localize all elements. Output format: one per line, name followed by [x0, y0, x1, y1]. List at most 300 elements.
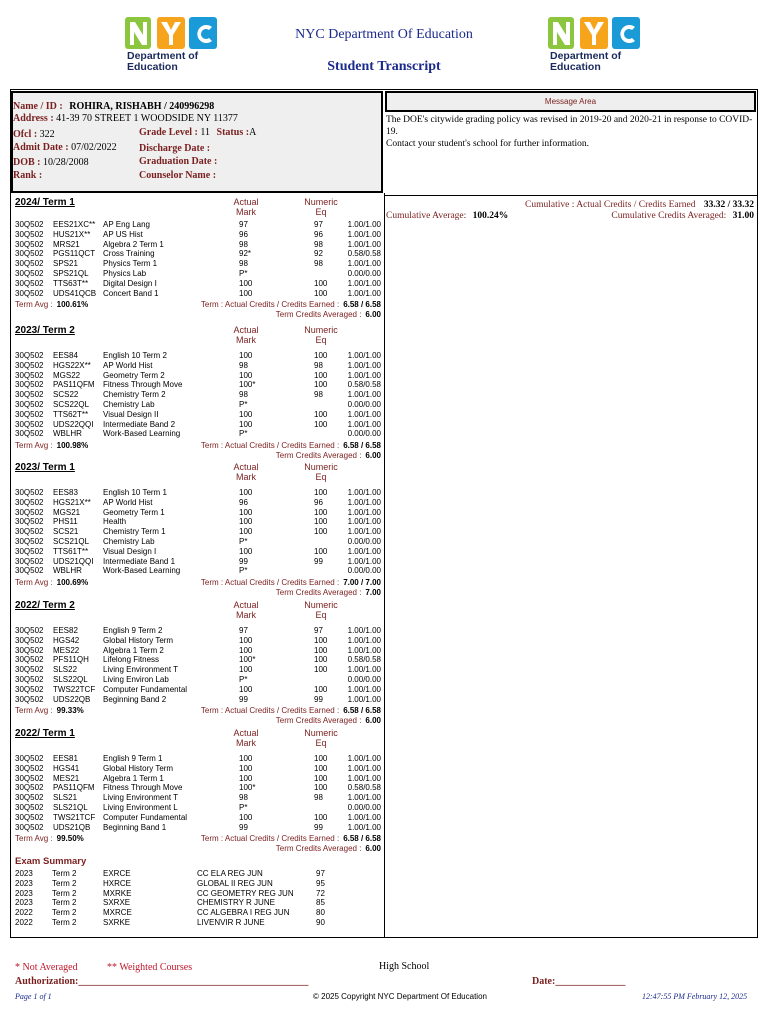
school-code: 30Q502 [15, 803, 44, 812]
course-code: SLS22QL [53, 675, 88, 684]
credits: 1.00/1.00 [347, 546, 381, 556]
credits: 1.00/1.00 [347, 763, 381, 773]
course-row [15, 566, 381, 576]
course-row [15, 390, 381, 400]
cumulative-credits-averaged [611, 211, 754, 221]
school-code: 30Q502 [15, 360, 44, 370]
exam-score: 72 [316, 888, 325, 898]
school-code: 30Q502 [15, 556, 44, 566]
credits: 1.00/1.00 [347, 488, 381, 497]
course-code: TTS61T** [53, 546, 89, 556]
numeric-eq: 100 [314, 754, 328, 763]
dept-title: NYC Department Of Education [295, 27, 473, 42]
term-averaged-label: Term Credits Averaged : [275, 451, 362, 461]
numeric-eq: 100 [314, 773, 328, 783]
actual-mark: 100* [239, 380, 256, 390]
course-code: UDS21QQI [53, 556, 94, 566]
term-credits-averaged [15, 310, 381, 320]
numeric-label: Numeric [304, 325, 338, 335]
actual-mark: 100 [239, 409, 253, 419]
mark-label: Mark [236, 738, 256, 748]
term-credits-averaged [15, 451, 381, 461]
student-name-line: Name / ID : ROHIRA, RISHABH / 240996298 [13, 101, 215, 112]
exam-term: Term 2 [52, 888, 77, 898]
course-code: SPS21QL [53, 269, 89, 278]
course-title: Intermediate Band 1 [103, 556, 176, 566]
course-row [15, 420, 381, 430]
course-title: Global History Term [103, 635, 174, 645]
term-credits-label: Term : Actual Credits / Credits Earned : [200, 578, 340, 588]
actual-mark: 100 [239, 488, 253, 497]
cumulative-credits-label: Cumulative : Actual Credits / Credits Earned [525, 200, 696, 210]
numeric-eq: 100 [314, 288, 328, 298]
actual-mark: 100 [239, 517, 253, 527]
actual-mark: 100 [239, 546, 253, 556]
actual-mark: P* [239, 269, 248, 278]
actual-mark: 92* [239, 249, 252, 259]
school-code: 30Q502 [15, 390, 44, 400]
credits: 0.00/0.00 [347, 803, 381, 812]
school-code: 30Q502 [15, 249, 44, 259]
course-title: Geometry Term 1 [103, 507, 165, 517]
school-code: 30Q502 [15, 278, 44, 288]
actual-mark: 98 [239, 259, 248, 269]
course-title: Global History Term [103, 763, 174, 773]
numeric-eq: 100 [314, 546, 328, 556]
course-title: Chemistry Term 1 [103, 527, 166, 537]
course-title: Geometry Term 2 [103, 370, 165, 380]
course-row [15, 410, 381, 420]
school-code: 30Q502 [15, 684, 44, 694]
numeric-eq-header [298, 197, 344, 217]
numeric-eq: 100 [314, 370, 328, 380]
column-divider [384, 193, 385, 938]
course-row [15, 361, 381, 371]
course-row [15, 754, 381, 764]
credits: 0.58/0.58 [347, 249, 381, 259]
term-averaged-label: Term Credits Averaged : [275, 844, 362, 854]
course-code: SPS21 [53, 259, 78, 269]
exam-year: 2023 [15, 898, 33, 908]
course-title: AP World Hist [103, 360, 153, 370]
actual-mark: P* [239, 675, 248, 684]
term-average-line [15, 440, 381, 451]
term-average-line [15, 299, 381, 310]
course-code: SCS22QL [53, 400, 90, 409]
school-type: High School [379, 961, 430, 972]
course-row [15, 813, 381, 823]
actual-mark-header [225, 197, 267, 217]
credits: 0.00/0.00 [347, 566, 381, 576]
eq-label: Eq [315, 472, 327, 482]
page-number: Page 1 of 1 [15, 992, 52, 1001]
course-code: UDS21QB [53, 822, 91, 832]
course-row [15, 220, 381, 230]
course-title: English 10 Term 2 [103, 351, 167, 360]
credits: 0.00/0.00 [347, 675, 381, 684]
course-title: Concert Band 1 [103, 288, 159, 298]
numeric-eq: 97 [314, 626, 323, 635]
actual-mark: 100 [239, 684, 253, 694]
school-code: 30Q502 [15, 429, 44, 439]
course-code: EES81 [53, 754, 78, 763]
numeric-eq: 100 [314, 763, 328, 773]
school-code: 30Q502 [15, 763, 44, 773]
graduation-label: Graduation Date [139, 156, 212, 167]
logo-dept-line2: Education [550, 61, 601, 73]
credits: 1.00/1.00 [347, 360, 381, 370]
term-title: 2023/ Term 2 [15, 325, 75, 336]
dob-value: 10/28/2008 [43, 157, 89, 168]
course-code: PGS11QCT [53, 249, 96, 259]
credits: 1.00/1.00 [347, 507, 381, 517]
exam-row [15, 879, 335, 889]
numeric-eq-header [298, 600, 344, 620]
course-code: UDS41QCB [53, 288, 97, 298]
school-code: 30Q502 [15, 239, 44, 249]
exam-code: SXRXE [103, 898, 131, 908]
status-label: Status [216, 127, 244, 138]
course-row [15, 517, 381, 527]
numeric-eq: 100 [314, 635, 328, 645]
cumulative-credits-value: 33.32 / 33.32 [703, 200, 754, 210]
term-credits [201, 299, 381, 310]
term-credits [201, 577, 381, 588]
school-code: 30Q502 [15, 822, 44, 832]
numeric-eq: 100 [314, 655, 328, 665]
exam-name: CC ELA REG JUN [197, 869, 263, 878]
term-credits-label: Term : Actual Credits / Credits Earned : [200, 706, 340, 716]
term-credits-label: Term : Actual Credits / Credits Earned : [200, 441, 340, 451]
course-code: HGS41 [53, 763, 80, 773]
course-code: HGS22X** [53, 360, 91, 370]
course-row [15, 537, 381, 547]
course-row [15, 249, 381, 259]
course-row [15, 240, 381, 250]
term-avg-label: Term Avg : [15, 834, 53, 844]
credits: 1.00/1.00 [347, 793, 381, 803]
course-code: SLS21 [53, 793, 78, 803]
exam-year: 2023 [15, 869, 33, 878]
course-title: Digital Design I [103, 278, 157, 288]
course-code: PAS11QFM [53, 783, 95, 793]
course-code: EES82 [53, 626, 78, 635]
mark-label: Mark [236, 472, 256, 482]
course-title: Living Environment L [103, 803, 178, 812]
date-line: Date:______________ [532, 976, 626, 987]
actual-mark: P* [239, 400, 248, 409]
term-credits-value: 7.00 / 7.00 [343, 578, 381, 588]
credits: 1.00/1.00 [347, 288, 381, 298]
numeric-label: Numeric [304, 728, 338, 738]
ofcl-line: Ofcl : 322 [13, 129, 55, 140]
actual-mark: P* [239, 537, 248, 546]
course-row [15, 371, 381, 381]
numeric-eq: 98 [314, 239, 323, 249]
course-code: MRS21 [53, 239, 80, 249]
course-row [15, 351, 381, 361]
exam-name: CC ALGEBRA I REG JUN [197, 908, 290, 918]
print-timestamp: 12:47:55 PM February 12, 2025 [642, 992, 748, 1001]
course-code: EES83 [53, 488, 78, 497]
nyc-logo-icon [546, 15, 642, 51]
school-code: 30Q502 [15, 380, 44, 390]
course-code: SLS22 [53, 665, 78, 675]
exam-score: 95 [316, 878, 325, 888]
exam-score: 90 [316, 918, 325, 927]
weighted-note: ** Weighted Courses [107, 962, 193, 973]
counselor-line: Counselor Name : [139, 170, 217, 181]
actual-mark-header [225, 462, 267, 482]
course-title: Health [103, 517, 127, 527]
numeric-eq: 98 [314, 390, 323, 400]
numeric-label: Numeric [304, 600, 338, 610]
nyc-doe-logo-right [546, 15, 642, 75]
actual-mark-header [225, 728, 267, 748]
school-code: 30Q502 [15, 497, 44, 507]
credits: 1.00/1.00 [347, 822, 381, 832]
discharge-label: Discharge Date [139, 143, 205, 154]
course-title: AP World Hist [103, 497, 153, 507]
term-avg-value: 99.33% [56, 706, 84, 716]
course-title: Algebra 1 Term 2 [103, 645, 164, 655]
eq-label: Eq [315, 610, 327, 620]
numeric-eq: 99 [314, 556, 323, 566]
term-averaged-value: 6.00 [365, 844, 381, 854]
term-title: 2022/ Term 2 [15, 600, 75, 611]
actual-mark: 100 [239, 278, 253, 288]
course-code: PHS11 [53, 517, 78, 527]
exam-term: Term 2 [52, 878, 77, 888]
actual-mark: 100 [239, 351, 253, 360]
credits: 1.00/1.00 [347, 409, 381, 419]
term-average-line [15, 577, 381, 588]
course-row [15, 695, 381, 705]
ofcl-value: 322 [39, 129, 55, 140]
rank-label: Rank [13, 170, 37, 181]
course-code: HGS42 [53, 635, 80, 645]
course-row [15, 665, 381, 675]
grade-level-line: Grade Level : 11 Status :A [139, 127, 257, 138]
school-code: 30Q502 [15, 626, 44, 635]
school-code: 30Q502 [15, 507, 44, 517]
course-code: TWS21TCF [53, 812, 96, 822]
course-title: AP Eng Lang [103, 220, 151, 229]
course-title: Algebra 2 Term 1 [103, 239, 164, 249]
ofcl-label: Ofcl [13, 129, 32, 140]
course-row [15, 783, 381, 793]
course-row [15, 655, 381, 665]
course-code: SCS21QL [53, 537, 90, 546]
eq-label: Eq [315, 738, 327, 748]
term-credits [201, 833, 381, 844]
exam-name: GLOBAL II REG JUN [197, 878, 273, 888]
rank-line: Rank : [13, 170, 43, 181]
exam-row [15, 918, 335, 928]
school-code: 30Q502 [15, 370, 44, 380]
exam-code: EXRCE [103, 869, 131, 878]
copyright: © 2025 Copyright NYC Department Of Education [313, 992, 487, 1001]
credits: 0.58/0.58 [347, 655, 381, 665]
credits: 1.00/1.00 [347, 259, 381, 269]
actual-label: Actual [233, 325, 259, 335]
authorization-line: Authorization:______________________________________________ [15, 976, 309, 987]
student-address-line: Address : 41-39 70 STREET 1 WOODSIDE NY 11377 [13, 113, 238, 124]
course-row [15, 774, 381, 784]
course-code: EES21XC** [53, 220, 96, 229]
actual-mark: 100 [239, 635, 253, 645]
term-averaged-value: 7.00 [365, 588, 381, 598]
credits: 1.00/1.00 [347, 684, 381, 694]
numeric-eq-header [298, 728, 344, 748]
exam-code: HXRCE [103, 878, 132, 888]
term-credits-averaged [15, 844, 381, 854]
exam-year: 2023 [15, 888, 33, 898]
credits: 1.00/1.00 [347, 497, 381, 507]
logo-dept-text [550, 51, 621, 73]
school-code: 30Q502 [15, 675, 44, 684]
logo-dept-line1: Department of [550, 50, 622, 62]
exam-year: 2023 [15, 878, 33, 888]
term-credits-value: 6.58 / 6.58 [343, 834, 381, 844]
school-code: 30Q502 [15, 488, 44, 497]
school-code: 30Q502 [15, 665, 44, 675]
exam-row [15, 898, 335, 908]
course-row [15, 279, 381, 289]
course-row [15, 400, 381, 410]
exam-name: CHEMISTRY R JUNE [197, 898, 275, 908]
actual-mark: 99 [239, 556, 248, 566]
term-credits-label: Term : Actual Credits / Credits Earned : [200, 300, 340, 310]
numeric-eq: 97 [314, 220, 323, 229]
school-code: 30Q502 [15, 229, 44, 239]
exam-score: 97 [316, 869, 325, 878]
term-credits-value: 6.58 / 6.58 [343, 706, 381, 716]
term-avg-value: 100.69% [56, 578, 89, 588]
course-code: SCS21 [53, 527, 79, 537]
course-title: Physics Term 1 [103, 259, 158, 269]
document-title: Student Transcript [327, 59, 441, 74]
course-code: MGS22 [53, 370, 81, 380]
term-avg-label: Term Avg : [15, 578, 53, 588]
exam-code: SXRKE [103, 918, 131, 927]
credits: 0.58/0.58 [347, 783, 381, 793]
numeric-eq: 100 [314, 507, 328, 517]
actual-mark: 98 [239, 239, 248, 249]
actual-mark: 99 [239, 694, 248, 704]
credits: 1.00/1.00 [347, 645, 381, 655]
course-row [15, 823, 381, 833]
school-code: 30Q502 [15, 566, 44, 576]
eq-label: Eq [315, 207, 327, 217]
message-area-body [386, 114, 756, 150]
logo-dept-line2: Education [127, 61, 178, 73]
term-title: 2024/ Term 1 [15, 197, 75, 208]
actual-mark: 100 [239, 507, 253, 517]
numeric-label: Numeric [304, 197, 338, 207]
exam-name: CC GEOMETRY REG JUN [197, 888, 294, 898]
credits: 0.00/0.00 [347, 400, 381, 409]
numeric-eq: 100 [314, 684, 328, 694]
term-avg-value: 100.61% [56, 300, 89, 310]
course-row [15, 764, 381, 774]
actual-mark: P* [239, 429, 248, 439]
course-code: MES22 [53, 645, 80, 655]
credits: 1.00/1.00 [347, 812, 381, 822]
actual-mark: 100* [239, 655, 256, 665]
numeric-eq: 100 [314, 645, 328, 655]
course-title: Visual Design I [103, 546, 157, 556]
credits: 1.00/1.00 [347, 419, 381, 429]
numeric-eq-header [298, 462, 344, 482]
course-title: English 9 Term 2 [103, 626, 163, 635]
course-code: TTS63T** [53, 278, 89, 288]
term-avg-value: 100.98% [56, 441, 89, 451]
term-average-line [15, 705, 381, 716]
counselor-label: Counselor Name [139, 170, 211, 181]
course-row [15, 498, 381, 508]
right-panel-divider [384, 195, 758, 196]
term-credits-averaged [15, 588, 381, 598]
status-value: A [249, 127, 257, 138]
course-row [15, 547, 381, 557]
cumulative-credits [386, 200, 754, 210]
eq-label: Eq [315, 335, 327, 345]
grade-value: 11 [200, 127, 211, 138]
course-title: Chemistry Lab [103, 400, 155, 409]
actual-label: Actual [233, 462, 259, 472]
exam-term: Term 2 [52, 908, 77, 918]
school-code: 30Q502 [15, 269, 44, 278]
school-code: 30Q502 [15, 694, 44, 704]
term-averaged-label: Term Credits Averaged : [275, 588, 362, 598]
actual-label: Actual [233, 197, 259, 207]
credits: 1.00/1.00 [347, 351, 381, 360]
numeric-eq: 100 [314, 380, 328, 390]
course-title: Living Environ Lab [103, 675, 169, 684]
term-title: 2023/ Term 1 [15, 462, 75, 473]
actual-mark: 100 [239, 773, 253, 783]
credits: 1.00/1.00 [347, 370, 381, 380]
credits: 1.00/1.00 [347, 626, 381, 635]
course-title: English 9 Term 1 [103, 754, 163, 763]
school-code: 30Q502 [15, 259, 44, 269]
course-title: Lifelong Fitness [103, 655, 160, 665]
course-row [15, 527, 381, 537]
name-value: ROHIRA, RISHABH / 240996298 [69, 101, 215, 112]
numeric-label: Numeric [304, 462, 338, 472]
course-code: HUS21X** [53, 229, 91, 239]
exam-term: Term 2 [52, 869, 77, 878]
cumulative-average-value: 100.24% [472, 211, 509, 221]
exam-row [15, 889, 335, 899]
course-title: Cross Training [103, 249, 155, 259]
numeric-eq: 100 [314, 488, 328, 497]
course-row [15, 803, 381, 813]
cumulative-averaged-value: 31.00 [732, 211, 754, 221]
actual-mark-header [225, 325, 267, 345]
course-code: TWS22TCF [53, 684, 96, 694]
actual-mark: P* [239, 566, 248, 576]
course-title: Visual Design II [103, 409, 159, 419]
actual-mark: 98 [239, 390, 248, 400]
course-row [15, 793, 381, 803]
school-code: 30Q502 [15, 812, 44, 822]
course-title: Algebra 1 Term 1 [103, 773, 164, 783]
school-code: 30Q502 [15, 546, 44, 556]
exam-term: Term 2 [52, 918, 77, 927]
numeric-eq: 100 [314, 517, 328, 527]
